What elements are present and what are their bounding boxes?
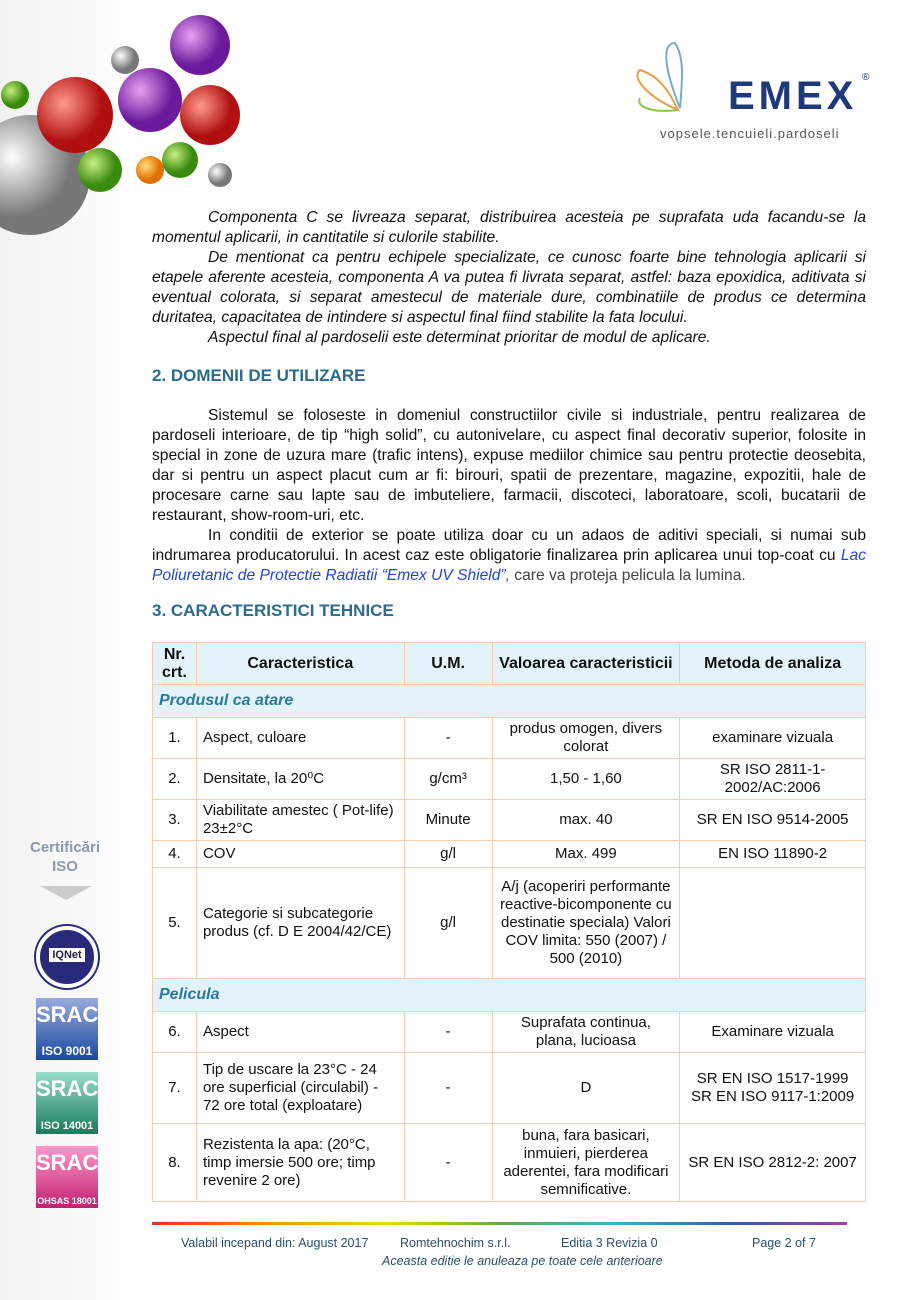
row-number-cell: 8. [153, 1124, 197, 1202]
row-number-cell: 2. [153, 759, 197, 800]
method-cell: EN ISO 11890-2 [680, 841, 866, 868]
section2-text [152, 406, 866, 586]
intro-text [152, 208, 866, 348]
section-heading: 2. DOMENII DE UTILIZARE [152, 366, 366, 385]
table-row [153, 1124, 866, 1202]
arrow-down-icon [40, 886, 92, 900]
table-row [153, 1012, 866, 1053]
characteristic-cell: Aspect [196, 1012, 404, 1053]
row-number-cell: 5. [153, 868, 197, 979]
method-cell: SR EN ISO 9514-2005 [680, 800, 866, 841]
paragraph: Componenta C se livreaza separat, distribuirea acesteia pe suprafata uda facandu-se la momentul aplicarii, in cantitatile si culorile stabilite. [152, 209, 866, 246]
row-number-cell: 6. [153, 1012, 197, 1053]
unit-cell: - [404, 1124, 492, 1202]
footer-company: Romtehnochim s.r.l. [400, 1236, 511, 1250]
unit-cell: g/l [404, 868, 492, 979]
logo-tagline: vopsele.tencuieli.pardoseli [660, 126, 840, 141]
srac-mark: SRAC [36, 1076, 99, 1101]
table-section-row [153, 979, 866, 1012]
value-cell: max. 40 [492, 800, 680, 841]
characteristic-cell: Categorie si subcategorie produs (cf. D E 2004/42/CE) [196, 868, 404, 979]
column-header: Caracteristica [196, 643, 404, 685]
table-row [153, 759, 866, 800]
badge-label: OHSAS 18001 [37, 1196, 97, 1206]
logo-registered: ® [862, 72, 870, 83]
table-header-row [153, 643, 866, 685]
characteristic-cell: Tip de uscare la 23°C - 24 ore superficial (circulabil) - 72 ore total (exploatare) [196, 1053, 404, 1124]
paragraph: Aspectul final al pardoselii este determinat prioritar de modul de aplicare. [208, 329, 711, 346]
logo-brand: EMEX [728, 74, 858, 118]
footer-note: Aceasta editie le anuleaza pe toate cele anterioare [382, 1254, 663, 1268]
unit-cell: g/l [404, 841, 492, 868]
srac-mark: SRAC [36, 1150, 99, 1175]
badge-label: ISO 14001 [40, 1120, 94, 1132]
row-number-cell: 3. [153, 800, 197, 841]
certifications-title: Certificări ISO [30, 839, 101, 875]
paragraph: De mentionat ca pentru echipele specializate, ce cunosc foarte bine tehnologia aplicarii si etapele aferente acesteia, componenta A va putea fi livrata separat, astfel: baza epoxidica, aditivata si eventual colorata, si separat amestecul de materiale dure, combinatiile de produs ce determina duritatea, capacitatea de intindere si aspectul final fiind stabilite la fata locului. [152, 249, 866, 326]
characteristic-cell: Rezistenta la apa: (20°C, timp imersie 500 ore; timp revenire 2 ore) [196, 1124, 404, 1202]
paragraph: Sistemul se foloseste in domeniul constructiilor civile si industriale, pentru realizarea de pardoseli interioare, de tip “high solid”, cu autonivelare, cu aspect final decorativ superior, folosite in special in zone de uzura mare (trafic intens), expuse mediilor chimice sau pentru protectie deosebita, dar si pentru un aspect placut cum ar fi: birouri, spatii de prezentare, magazine, expozitii, hale de procesare carne sau lapte sau de imbuteliere, farmacii, discoteci, laboratoare, scoli, bucatarii de restaurant, show-room-uri, etc. [152, 407, 866, 524]
column-header: Nr. crt. [153, 643, 197, 685]
paragraph-text: In conditii de exterior se poate utiliza doar cu un adaos de aditivi speciali, si numai sub indrumarea producatorului. In acest caz este obligatorie finalizarea prin aplicarea unui top-coat cu [152, 527, 866, 564]
iso14001-badge [36, 1072, 98, 1134]
emex-logo [620, 38, 870, 148]
table-row [153, 841, 866, 868]
characteristic-cell: Densitate, la 20⁰C [196, 759, 404, 800]
table-row [153, 800, 866, 841]
value-cell: produs omogen, divers colorat [492, 718, 680, 759]
footer-valid-date: Valabil incepand din: August 2017 [181, 1236, 369, 1250]
column-header: U.M. [404, 643, 492, 685]
value-cell: D [492, 1053, 680, 1124]
value-cell: 1,50 - 1,60 [492, 759, 680, 800]
value-cell: buna, fara basicari, inmuieri, pierderea aderentei, fara modificari semnificative. [492, 1124, 680, 1202]
characteristic-cell: COV [196, 841, 404, 868]
table-row [153, 718, 866, 759]
butterfly-icon [620, 38, 720, 128]
ohsas-badge [36, 1146, 98, 1208]
technical-characteristics-table [152, 642, 866, 1202]
footer-page-number: Page 2 of 7 [752, 1236, 816, 1250]
method-cell: SR EN ISO 1517-1999 SR EN ISO 9117-1:2009 [680, 1053, 866, 1124]
paragraph [152, 526, 866, 586]
value-cell: Max. 499 [492, 841, 680, 868]
iqnet-badge [36, 926, 98, 988]
table-row [153, 1053, 866, 1124]
unit-cell: - [404, 1012, 492, 1053]
table-section-row [153, 685, 866, 718]
method-cell: SR ISO 2811-1-2002/AC:2006 [680, 759, 866, 800]
characteristic-cell: Aspect, culoare [196, 718, 404, 759]
table-row [153, 868, 866, 979]
unit-cell: g/cm³ [404, 759, 492, 800]
column-header: Valoarea caracteristicii [492, 643, 680, 685]
section-label: Produsul ca atare [153, 685, 866, 718]
paragraph-text: care va proteja pelicula la lumina. [509, 567, 746, 584]
method-cell [680, 868, 866, 979]
method-cell: Examinare vizuala [680, 1012, 866, 1053]
badge-label: ISO 9001 [41, 1044, 93, 1058]
decorative-spheres-image [0, 0, 260, 240]
footer-divider [152, 1222, 847, 1225]
value-cell: A/j (acoperiri performante reactive-bicomponente cu destinatie speciala) Valori COV limita: 550 (2007) / 500 (2010) [492, 868, 680, 979]
footer-edition: Editia 3 Revizia 0 [561, 1236, 658, 1250]
section-heading: 3. CARACTERISTICI TEHNICE [152, 601, 394, 620]
method-cell: SR EN ISO 2812-2: 2007 [680, 1124, 866, 1202]
unit-cell: - [404, 718, 492, 759]
method-cell: examinare vizuala [680, 718, 866, 759]
unit-cell: - [404, 1053, 492, 1124]
row-number-cell: 4. [153, 841, 197, 868]
badge-label: IQNet [49, 948, 84, 962]
iso9001-badge [36, 998, 98, 1060]
row-number-cell: 7. [153, 1053, 197, 1124]
product-link[interactable]: Lac Poliuretanic de Protectie Radiatii “Emex UV Shield”, [152, 547, 866, 584]
srac-mark: SRAC [36, 1002, 99, 1027]
unit-cell: Minute [404, 800, 492, 841]
row-number-cell: 1. [153, 718, 197, 759]
section-label: Pelicula [153, 979, 866, 1012]
value-cell: Suprafata continua, plana, lucioasa [492, 1012, 680, 1053]
column-header: Metoda de analiza [680, 643, 866, 685]
characteristic-cell: Viabilitate amestec ( Pot-life) 23±2°C [196, 800, 404, 841]
